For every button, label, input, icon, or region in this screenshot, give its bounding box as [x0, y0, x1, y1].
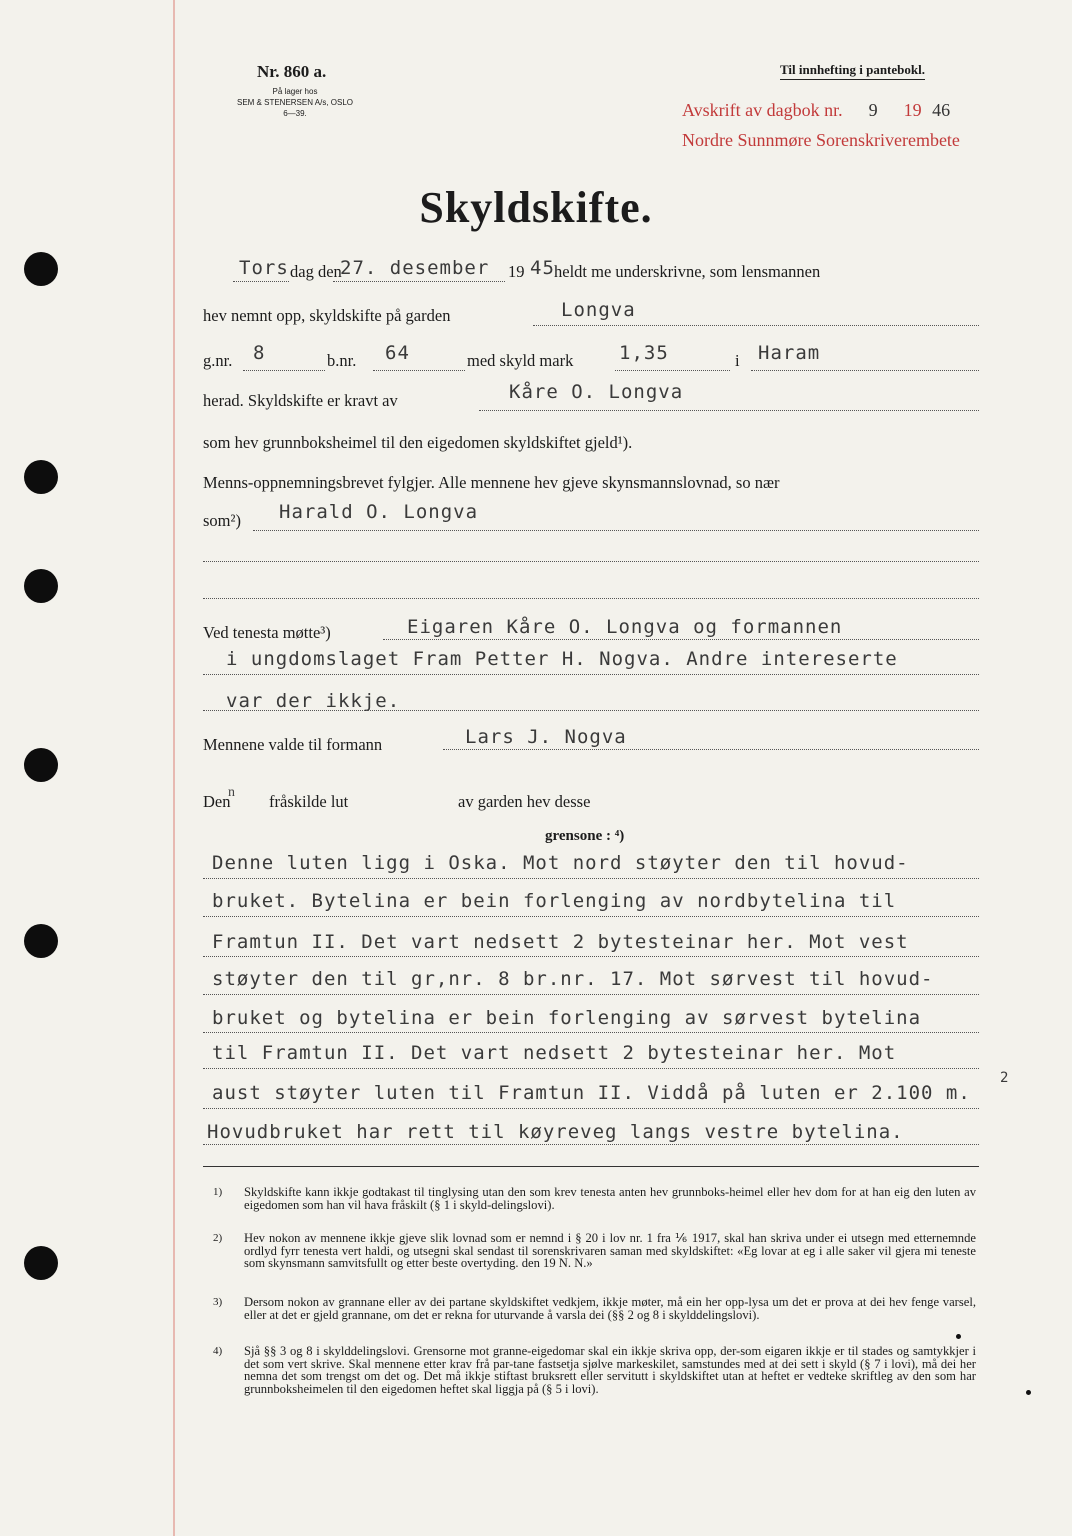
footnote-separator [203, 1166, 979, 1167]
grensone-line: støyter den til gr,nr. 8 br.nr. 17. Mot sørvest til hovud- [212, 968, 934, 990]
footnote-text: Skyldskifte kann ikkje godtakast til tinglysing utan den som krev tenesta anten hev grunnboks-heimel eller hev dom for at han eig den luten av eigedomen som han vil hava fråskilt (§ 1 i skyld-delingslovi). [244, 1185, 976, 1212]
date-line: Tors dag den 27. desember 19 45 heldt me underskrivne, som lensmannen [203, 262, 979, 292]
binder-hole [24, 460, 58, 494]
binder-hole [24, 569, 58, 603]
ved-tenesta-handwritten-3: var der ikkje. [226, 690, 401, 712]
som-line: som²) Harald O. Longva [203, 511, 979, 541]
document-title: Skyldskifte. [419, 183, 653, 232]
footnote-number: 4) [213, 1345, 223, 1357]
grensone-line: Framtun II. Det vart nedsett 2 bytesteinar her. Mot vest [212, 931, 909, 953]
grensone-line: bruket. Bytelina er bein forlenging av nordbytelina til [212, 890, 897, 912]
blank-rule [203, 1068, 979, 1069]
fraskilde-line: Den n fråskilde lut av garden hev desse [203, 785, 591, 811]
ink-dot [956, 1334, 961, 1339]
printer-imprint: På lager hos SEM & STENERSEN A/s, OSLO 6—39. [236, 87, 354, 118]
kravt-line: herad. Skyldskifte er kravt av Kåre O. Longva [203, 391, 979, 421]
date-handwritten: 27. desember [340, 257, 490, 279]
ved-tenesta-handwritten: Eigaren Kåre O. Longva og formannen [407, 616, 843, 638]
skyld-handwritten: 1,35 [619, 342, 669, 364]
blank-rule [203, 561, 979, 562]
form-number: Nr. 860 a. [257, 62, 327, 81]
day-prefix-handwritten: Tors [239, 257, 289, 279]
grensone-line: bruket og bytelina er bein forlenging av sørvest bytelina [212, 1007, 922, 1029]
blank-rule [203, 710, 979, 711]
grensone-line: til Framtun II. Det vart nedsett 2 bytesteinar her. Mot [212, 1042, 897, 1064]
footnote-number: 2) [213, 1232, 223, 1244]
grensone-superscript: 2 [1000, 1070, 1010, 1086]
binder-hole [24, 924, 58, 958]
year-handwritten: 45 [530, 257, 555, 279]
office-stamp: Nordre Sunnmøre Sorenskriverembete [682, 130, 960, 150]
binder-hole [24, 252, 58, 286]
herad-handwritten: Haram [758, 342, 821, 364]
footnote-number: 3) [213, 1296, 223, 1308]
blank-rule [203, 1108, 979, 1109]
bnr-handwritten: 64 [385, 342, 410, 364]
heimel-line: som hev grunnboksheimel til den eigedomen skyldskiftet gjeld¹). [203, 433, 633, 452]
blank-rule [203, 1144, 979, 1145]
blank-rule [203, 598, 979, 599]
menns-line: Menns-oppnemningsbrevet fylgjer. Alle mennene hev gjeve skynsmannslovnad, so nær [203, 473, 780, 492]
grensone-line: Denne luten ligg i Oska. Mot nord støyter den til hovud- [212, 852, 909, 874]
ink-dot [1026, 1390, 1031, 1395]
blank-rule [203, 1032, 979, 1033]
binder-hole [24, 748, 58, 782]
blank-rule [203, 994, 979, 995]
gnr-line: g.nr. 8 b.nr. 64 med skyld mark 1,35 i Haram [203, 351, 979, 381]
footnote-number: 1) [213, 1186, 223, 1198]
footnote-text: Hev nokon av mennene ikkje gjeve slik lovnad som er nemnd i § 20 i lov nr. 1 fra ⅙ 1917, skal han skriva under ei utsegn med etternemnde ordlyd fyrr tenesta vert haldi, og utsegni skal sendast til sorenskrivaren saman med skyldskiftet: «Eg lovar at eg i alle saker vil gjera mi teneste som skynsmann samvitsfullt og etter beste overtyding. den 19 N. N.» [244, 1231, 976, 1271]
footnote-text: Sjå §§ 3 og 8 i skylddelingslovi. Grensorne mot granne-eigedomar skal ein ikkje skriva opp, der-som eigaren ikkje er til stades og samtykkjer i det som vert skrive. Skal mennene etter krav frå par-tane fastsetja sjølve markeskilet, samstundes med at dei sett i skyld (§ 7 i lovi), må dei her nemna det som trengst om det og. Det må ikkje stiftast bruksrett eller servitutt i skyldskiftet utan at heftet er vedteke skriftleg av den som har grunnboksheimelen til den eigedomen heftet skal liggja på (§ 5 i lovi). [244, 1344, 976, 1396]
kravt-av-handwritten: Kåre O. Longva [509, 381, 684, 403]
gnr-handwritten: 8 [253, 342, 266, 364]
footnote-text: Dersom nokon av grannane eller av dei partane skyldskiftet vedkjem, ikkje møter, må ein her opp-lysa um det er prova at dei hev fenge varsel, eller at det er gjeld grannane, om det er rekna for uturvande å varsla dei (§§ 2 og 8 i skylddelingslovi). [244, 1295, 976, 1322]
ved-tenesta-handwritten-2: i ungdomslaget Fram Petter H. Nogva. Andre intereserte [226, 648, 898, 670]
binder-hole [24, 1246, 58, 1280]
grensone-label: grensone : ⁴) [545, 828, 625, 844]
grensone-line: Hovudbruket har rett til køyreveg langs vestre bytelina. [207, 1121, 904, 1143]
garden-line: hev nemnt opp, skyldskifte på garden Longva [203, 306, 979, 336]
blank-rule [203, 956, 979, 957]
blank-rule [203, 878, 979, 879]
dagbok-stamp: Avskrift av dagbok nr. 9 19 46 [682, 100, 951, 120]
formann-line: Mennene valde til formann Lars J. Nogva [203, 735, 979, 765]
blank-rule [203, 916, 979, 917]
formann-handwritten: Lars J. Nogva [465, 726, 627, 748]
til-innhefting-label: Til innhefting i pantebokl. [780, 62, 925, 80]
blank-rule [203, 674, 979, 675]
som-handwritten: Harald O. Longva [279, 501, 479, 523]
garden-handwritten: Longva [561, 299, 636, 321]
grensone-line: aust støyter luten til Framtun II. Viddå på luten er 2.100 m. [212, 1082, 971, 1104]
ved-tenesta-line: Ved tenesta møtte³) Eigaren Kåre O. Longva og formannen [203, 623, 979, 653]
